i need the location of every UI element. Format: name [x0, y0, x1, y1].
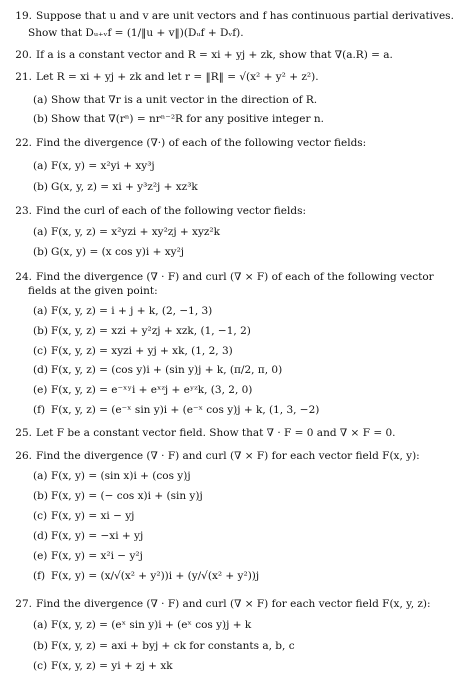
subproblem-label: (e)	[33, 384, 48, 396]
subproblem-label: (c)	[33, 510, 48, 522]
problem-text: F(x, y, z) = i + j + k, (2, −1, 3)	[51, 305, 213, 317]
subproblem-label: (a)	[33, 160, 48, 172]
subproblem-line	[33, 94, 317, 107]
problem-number: 22.	[15, 137, 32, 149]
problem-text: G(x, y) = (x cos y)i + xy²j	[51, 246, 185, 258]
subproblem-line	[33, 345, 233, 358]
problem-text: F(x, y, z) = (eˣ sin y)i + (eˣ cos y)j + k	[51, 619, 252, 631]
continuation-line	[28, 285, 158, 298]
subproblem-label: (a)	[33, 94, 48, 106]
subproblem-label: (a)	[33, 226, 48, 238]
subproblem-line	[33, 113, 324, 126]
problem-text: F(x, y, z) = axi + byj + ck for constants a, b, c	[51, 640, 295, 652]
problem-number: 25.	[15, 427, 32, 439]
problem-line	[8, 450, 420, 463]
problem-line	[8, 271, 434, 284]
subproblem-label: (a)	[33, 305, 48, 317]
subproblem-line	[33, 510, 134, 523]
problem-text: If a is a constant vector and R = xi + yj + zk, show that ∇(a.R) = a.	[36, 49, 393, 61]
problem-line	[8, 10, 454, 23]
problem-text: Let F be a constant vector field. Show that ∇ · F = 0 and ∇ × F = 0.	[36, 427, 396, 439]
subproblem-line	[33, 364, 282, 377]
problem-number: 21.	[15, 71, 32, 83]
subproblem-line	[33, 246, 184, 259]
problem-text: F(x, y) = (x/√(x² + y²))i + (y/√(x² + y²))j	[51, 570, 260, 582]
subproblem-line	[33, 226, 220, 239]
problem-line	[8, 427, 395, 440]
subproblem-label: (d)	[33, 530, 48, 542]
problem-text: Find the divergence (∇·) of each of the following vector fields:	[36, 137, 367, 149]
problem-text: F(x, y) = xi − yj	[51, 510, 135, 522]
problem-line	[8, 205, 306, 218]
subproblem-line	[33, 160, 155, 173]
problem-text: F(x, y) = x²i − y²j	[51, 550, 143, 562]
subproblem-line	[33, 640, 295, 653]
subproblem-line	[33, 490, 203, 503]
problem-number: 20.	[15, 49, 32, 61]
subproblem-line	[33, 530, 143, 543]
subproblem-label: (d)	[33, 364, 48, 376]
problem-text: Find the divergence (∇ · F) and curl (∇ × F) for each vector field F(x, y, z):	[36, 598, 431, 610]
problem-text: F(x, y, z) = x²yzi + xy²zj + xyz²k	[51, 226, 220, 238]
problem-text: F(x, y, z) = xyzi + yj + xk, (1, 2, 3)	[51, 345, 233, 357]
problem-text: F(x, y, z) = (cos y)i + (sin y)j + k, (π/2, π, 0)	[51, 364, 283, 376]
problem-line	[8, 137, 366, 150]
problem-number: 19.	[15, 10, 32, 22]
subproblem-label: (b)	[33, 640, 48, 652]
subproblem-line	[33, 325, 251, 338]
subproblem-line	[33, 570, 259, 583]
subproblem-line	[33, 384, 252, 397]
problem-text: Find the divergence (∇ · F) and curl (∇ × F) for each vector field F(x, y):	[36, 450, 420, 462]
subproblem-label: (f)	[33, 404, 46, 416]
problem-text: fields at the given point:	[28, 285, 158, 297]
problem-text: Show that ∇(rⁿ) = nrⁿ⁻²R for any positive integer n.	[51, 113, 324, 125]
subproblem-label: (b)	[33, 490, 48, 502]
problem-number: 26.	[15, 450, 32, 462]
subproblem-label: (b)	[33, 325, 48, 337]
problem-text: F(x, y) = −xi + yj	[51, 530, 144, 542]
problem-number: 23.	[15, 205, 32, 217]
subproblem-label: (c)	[33, 345, 48, 357]
problem-text: F(x, y, z) = xzi + y²zj + xzk, (1, −1, 2)	[51, 325, 251, 337]
subproblem-line	[33, 660, 173, 673]
subproblem-label: (c)	[33, 660, 48, 672]
problem-text: Let R = xi + yj + zk and let r = ‖R‖ = √(x² + y² + z²).	[36, 71, 319, 83]
problem-text: Find the curl of each of the following vector fields:	[36, 205, 306, 217]
subproblem-line	[33, 181, 198, 194]
problem-text: F(x, y, z) = e⁻ˣʸi + eˣᶻj + eʸᶻk, (3, 2, 0)	[51, 384, 253, 396]
subproblem-line	[33, 404, 319, 417]
problem-line	[8, 49, 393, 62]
subproblem-line	[33, 619, 251, 632]
subproblem-label: (b)	[33, 181, 48, 193]
problem-text: F(x, y, z) = (e⁻ˣ sin y)i + (e⁻ˣ cos y)j + k, (1, 3, −2)	[51, 404, 320, 416]
problem-number: 27.	[15, 598, 32, 610]
subproblem-label: (f)	[33, 570, 46, 582]
problem-text: F(x, y) = (− cos x)i + (sin y)j	[51, 490, 203, 502]
problem-text: Suppose that u and v are unit vectors and f has continuous partial derivatives.	[36, 10, 454, 22]
subproblem-label: (e)	[33, 550, 48, 562]
problem-text: G(x, y, z) = xi + y³z²j + xz³k	[51, 181, 198, 193]
subproblem-line	[33, 470, 191, 483]
subproblem-label: (b)	[33, 113, 48, 125]
subproblem-label: (a)	[33, 619, 48, 631]
problem-line	[8, 598, 431, 611]
problem-text: F(x, y) = (sin x)i + (cos y)j	[51, 470, 191, 482]
problem-text: F(x, y, z) = yi + zj + xk	[51, 660, 173, 672]
subproblem-line	[33, 550, 143, 563]
problem-text: F(x, y) = x²yi + xy³j	[51, 160, 155, 172]
problem-line	[8, 71, 319, 84]
problem-text: Show that Dᵤ₊ᵥf = (1/‖u + v‖)(Dᵤf + Dᵥf).	[28, 27, 244, 39]
problem-number: 24.	[15, 271, 32, 283]
subproblem-label: (b)	[33, 246, 48, 258]
continuation-line	[28, 27, 244, 40]
problem-text: Find the divergence (∇ · F) and curl (∇ × F) of each of the following vector	[36, 271, 434, 283]
subproblem-line	[33, 305, 212, 318]
subproblem-label: (a)	[33, 470, 48, 482]
problem-text: Show that ∇r is a unit vector in the direction of R.	[51, 94, 318, 106]
